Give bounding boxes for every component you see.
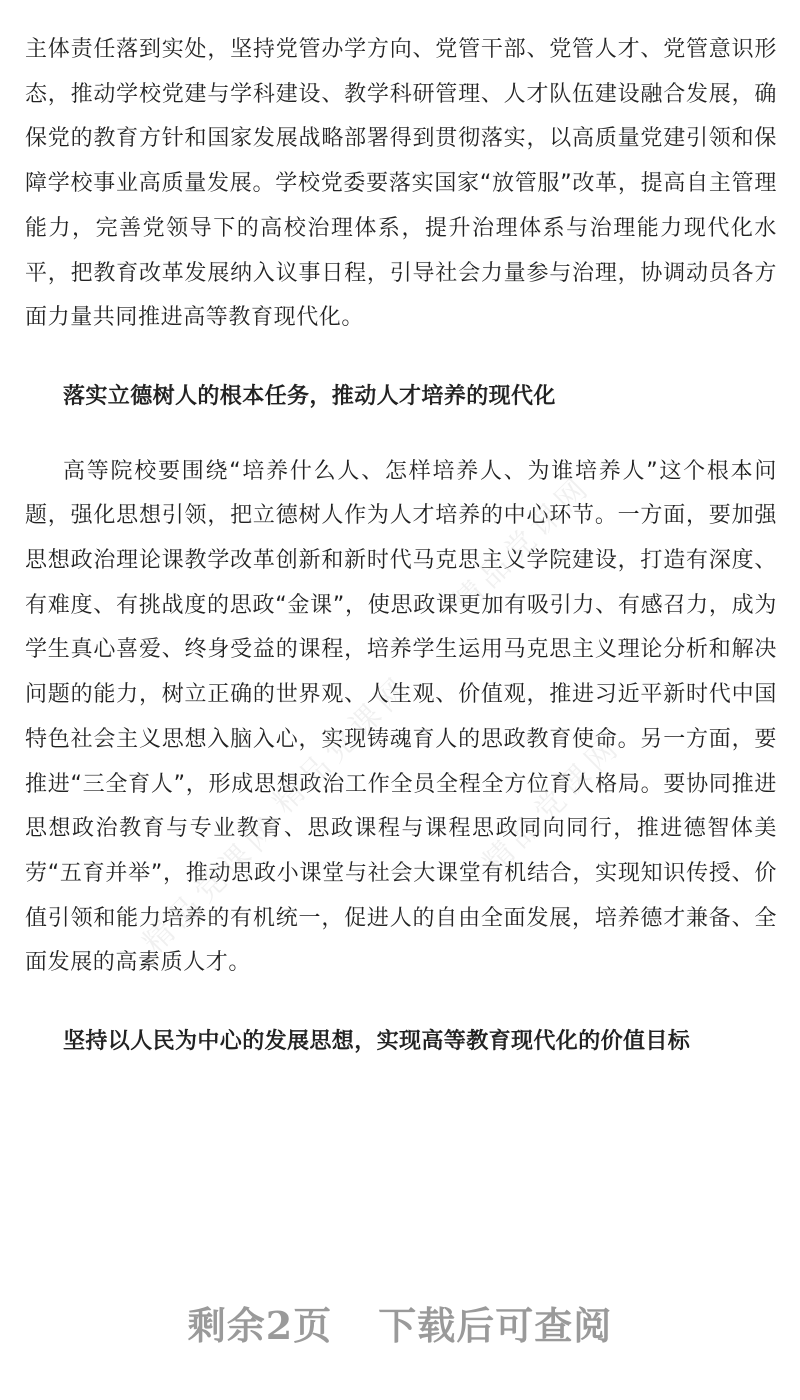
- watermark: 精品党课网: [476, 728, 629, 881]
- section-heading-2: 坚持以人民为中心的发展思想，实现高等教育现代化的价值目标: [63, 1029, 691, 1055]
- document-body: [25, 28, 777, 1065]
- paragraph-moral-education: 高等院校要围绕“培养什么人、怎样培养人、为谁培养人”这个根本问题，强化思想引领，把立德树人作为人才培养的中心环节。一方面，要加强思想政治理论课教学改革创新和新时代马克思主义学院建设，打造有深度、有难度、有挑战度的思政“金课”，使思政课更加有吸引力、有感召力，成为学生真心喜爱、终身受益的课程，培养学生运用马克思主义理论分析和解决问题的能力，树立正确的世界观、人生观、价值观，推进习近平新时代中国特色社会主义思想入脑入心，实现铸魂育人的思政教育使命。另一方面，要推进“三全育人”，形成思想政治工作全员全程全方位育人格局。要协同推进思想政治教育与专业教育、思政课程与课程思政同向同行，推进德智体美劳“五育并举”，推动思政小课堂与社会大课堂有机结合，实现知识传授、价值引领和能力培养的有机统一，促进人的自由全面发展，培养德才兼备、全面发展的高素质人才。: [25, 458, 777, 976]
- download-to-view-label: 下载后可查阅: [378, 1303, 613, 1348]
- download-prompt[interactable]: [0, 1295, 800, 1350]
- section-heading-1: 落实立德树人的根本任务，推动人才培养的现代化: [63, 383, 556, 409]
- watermark: 精品党课网: [446, 468, 599, 621]
- paragraph-intro: 主体责任落到实处，坚持党管办学方向、党管干部、党管人才、党管意识形态，推动学校党建与学科建设、教学科研管理、人才队伍建设融合发展，确保党的教育方针和国家发展战略部署得到贯彻落实，以高质量党建引领和保障学校事业高质量发展。学校党委要落实国家“放管服”改革，提高自主管理能力，完善党领导下的高校治理体系，提升治理体系与治理能力现代化水平，把教育改革发展纳入议事日程，引导社会力量参与治理，协调动员各方面力量共同推进高等教育现代化。: [25, 37, 777, 331]
- watermark: 精品党课网: [136, 808, 289, 961]
- watermark: 精品党课网: [266, 668, 419, 821]
- remaining-pages-label: 剩余2页: [187, 1303, 333, 1348]
